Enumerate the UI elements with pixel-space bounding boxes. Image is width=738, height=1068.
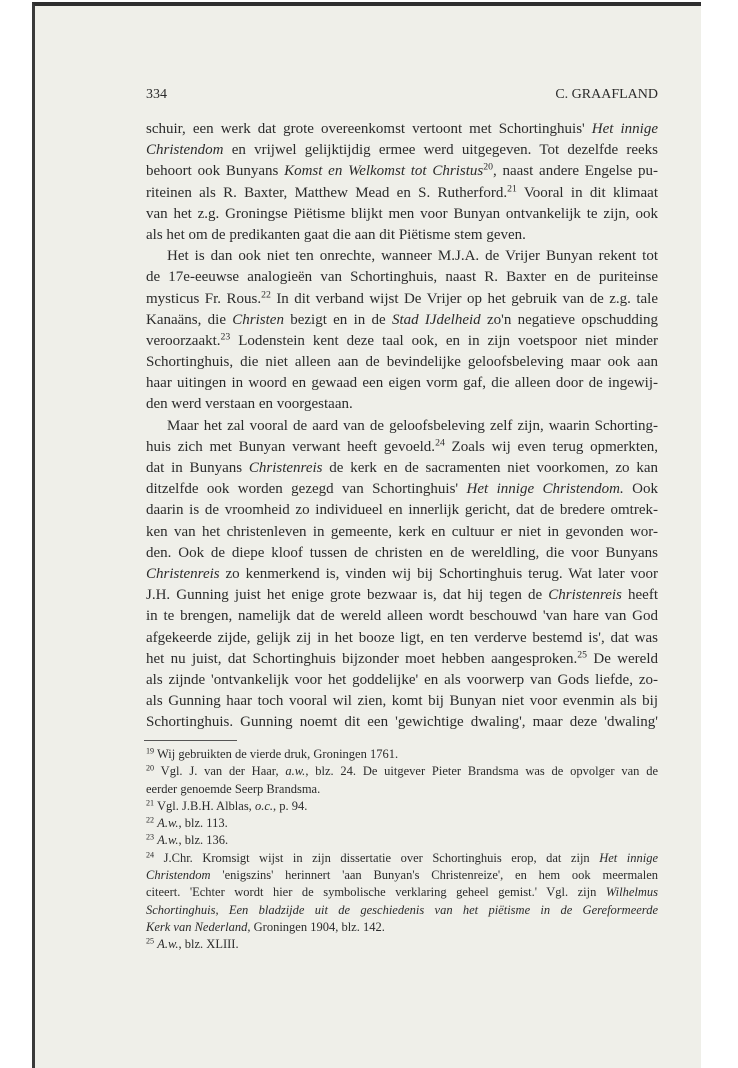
text-run: Vgl. J. van der Haar, (154, 764, 286, 779)
footnote-line (146, 867, 658, 884)
text-run: , blz. 136. (178, 833, 229, 848)
text-run: huis zich met Bunyan verwant heeft gevoeld. (146, 438, 436, 455)
text-run: mysticus Fr. Rous. (146, 290, 262, 307)
text-run: veroorzaakt. (146, 332, 221, 349)
italic-title: A.w. (157, 816, 179, 831)
italic-title: Het innige Christendom. (466, 481, 624, 498)
footnote-reference: 21 (146, 798, 155, 808)
body-line (146, 543, 658, 564)
text-run: In dit verband wijst De Vrijer op het gebruik van de z.g. tale (270, 290, 659, 307)
text-run: , blz. 113. (178, 816, 228, 831)
footnote-line (146, 832, 658, 849)
running-head-author: C. GRAAFLAND (555, 87, 658, 102)
italic-title: Schortinghuis, Een bladzijde uit de geschiedenis van het piëtisme in de Gereformeerde (146, 902, 658, 917)
body-line (146, 416, 658, 437)
body-line (146, 458, 658, 479)
footnote-line (146, 815, 658, 832)
footnote-reference: 22 (146, 815, 155, 825)
text-run: , p. 94. (273, 798, 308, 813)
text-run: riteinen als R. Baxter, Matthew Mead en S. Rutherford. (146, 184, 508, 201)
body-line (146, 479, 658, 500)
footnote-reference: 24 (146, 850, 155, 860)
text-run: en vrijwel gelijktijdig ermee werd uitgegeven. Tot dezelfde reeks (223, 142, 658, 159)
text-run: als Gunning haar toch vooral wil zien, komt bij Bunyan niet voor evenmin als bij (146, 693, 658, 710)
text-run: heeft (621, 587, 659, 604)
text-run: den werd verstaan en voorgestaan. (146, 396, 353, 413)
text-run: Wij gebruikten de vierde druk, Groningen 1761. (154, 747, 399, 761)
text-run: zo'n negatieve opschudding (480, 311, 658, 328)
text-run: het nu juist, dat Schortinghuis bijzonder moet hebben aangesproken. (146, 650, 578, 667)
footnote-separator (144, 740, 237, 741)
italic-title: Het innige (591, 121, 658, 137)
text-run: behoort ook Bunyans (146, 163, 285, 180)
body-text (146, 119, 658, 733)
body-line (146, 204, 658, 225)
body-line (146, 183, 658, 204)
text-run: , naast andere Engelse pu- (492, 163, 658, 180)
body-line (146, 712, 658, 733)
text-run: dat in Bunyans (146, 460, 249, 476)
text-run: Maar het zal vooral de aard van de geloofsbeleving zelf zijn, waarin Schorting- (167, 417, 658, 434)
italic-title: Christendom (146, 142, 224, 159)
footnote-line (146, 781, 658, 798)
text-run: J.Chr. Kromsigt wijst in zijn dissertatie over Schortinghuis erop, dat zijn (154, 850, 600, 865)
text-run: haar uitingen in woord en gewaad een eigen vorm gaf, die alleen door de ingewij- (146, 375, 658, 392)
body-line (146, 585, 658, 606)
footnote-line (146, 919, 658, 936)
italic-title: a.w. (285, 764, 306, 779)
text-run: eerder genoemde Seerp Brandsma. (146, 781, 321, 796)
footnote-line (146, 884, 658, 901)
text-run: Kanaäns, die (146, 311, 233, 328)
text-run: Schortinghuis, die niet alleen aan de bevindelijke geloofsbeleving maar ook aan (146, 354, 658, 371)
page-number: 334 (146, 87, 167, 102)
text-run: daarin is de vroomheid zo individueel en innerlijk gericht, dat de bredere omtrek- (146, 502, 658, 519)
text-run: zo kenmerkend is, vinden wij bij Schortinghuis terug. Wat later voor (219, 565, 658, 582)
body-line (146, 289, 658, 310)
body-line (146, 394, 658, 415)
text-run: de 17e-eeuwse analogieën van Schortinghuis, naast R. Baxter en de puriteinse (146, 269, 658, 286)
body-line (146, 267, 658, 288)
body-line (146, 310, 658, 331)
text-run: J.H. Gunning juist het enige grote bezwaar is, dat hij tegen de (146, 587, 549, 604)
text-run: Het is dan ook niet ten onrechte, wanneer M.J.A. de Vrijer Bunyan rekent tot (167, 248, 658, 265)
text-run: in te brengen, namelijk dat de wereld alleen wordt beschouwd 'van hare van God (146, 608, 658, 625)
body-line (146, 500, 658, 521)
italic-title: Christenreis (548, 587, 622, 604)
italic-title: Kerk van Nederland, (146, 919, 251, 934)
body-line (146, 522, 658, 543)
body-line (146, 331, 658, 352)
italic-title: Stad IJdelheid (391, 311, 481, 328)
italic-title: Christen (232, 311, 284, 328)
italic-title: Christenreis (146, 565, 220, 582)
body-line (146, 564, 658, 585)
footnote-reference: 25 (577, 649, 588, 661)
body-line (146, 140, 658, 161)
text-run: als zijnde 'ontvankelijk voor het goddelijke' en als voorwerp van Gods liefde, zo- (146, 671, 658, 688)
body-line (146, 691, 658, 712)
footnote-reference: 24 (435, 437, 445, 449)
footnote-reference: 20 (146, 763, 155, 773)
footnotes (146, 746, 658, 954)
footnote-line (146, 798, 658, 815)
text-run: ditzelfde ook worden gezegd van Schortinghuis' (146, 481, 467, 498)
text-run: , blz. XLIII. (178, 937, 239, 952)
body-line (146, 373, 658, 394)
text-run: afgekeerde zijde, gelijk zij in het booze ligt, en ten verderve bestemd is', dat was (146, 629, 658, 646)
text-run: bezigt en in de (283, 311, 392, 328)
body-line (146, 119, 658, 140)
footnote-reference: 21 (507, 183, 517, 195)
body-line (146, 352, 658, 373)
body-line (146, 437, 658, 458)
text-run: de kerk en de sacramenten niet voorkomen, zo kan (322, 460, 658, 476)
body-line (146, 628, 658, 649)
text-run: 'enigszins' herinnert 'aan Bunyan's Christenreize', en hem ook meermalen (210, 868, 658, 883)
footnote-reference: 22 (261, 289, 271, 301)
text-run: ken van het christenleven in gemeente, kerk en cultuur er niet in gevonden wor- (146, 523, 658, 540)
italic-title: o.c. (254, 798, 273, 813)
text-run: Zoals wij even terug opmerkten, (444, 438, 658, 455)
body-line (146, 649, 658, 670)
footnote-line (146, 763, 658, 780)
footnote-line (146, 936, 658, 953)
text-run: als het om de predikanten gaat die aan dit Piëtisme stem geven. (146, 226, 526, 243)
italic-title: A.w. (157, 937, 179, 952)
text-run: Ook (623, 481, 659, 498)
text-run: , blz. 24. De uitgever Pieter Brandsma was de opvolger van de (305, 764, 658, 779)
italic-title: Komst en Welkomst tot Christus (284, 163, 484, 180)
text-run: Schortinghuis. Gunning noemt dit een 'gewichtige dwaling', maar deze 'dwaling' (146, 714, 658, 731)
footnote-line (146, 902, 658, 919)
text-run: Lodenstein kent deze taal ook, en in zijn voetspoor niet minder (230, 332, 658, 349)
footnote-line (146, 746, 658, 763)
footnote-reference: 25 (146, 936, 155, 946)
running-header (146, 87, 658, 107)
text-run: Groningen 1904, blz. 142. (250, 919, 385, 934)
text-run: Vgl. J.B.H. Alblas, (154, 798, 255, 813)
text-run: De wereld (587, 650, 658, 667)
footnote-reference: 23 (220, 331, 231, 343)
footnote-reference: 19 (146, 746, 155, 756)
italic-title: Christendom (146, 868, 211, 883)
body-line (146, 161, 658, 182)
body-line (146, 246, 658, 267)
body-line (146, 670, 658, 691)
italic-title: Christenreis (248, 460, 323, 476)
text-run: van het z.g. Groningse Piëtisme blijkt men voor Bunyan ontvankelijk te zijn, ook (146, 205, 658, 222)
footnote-line (146, 850, 658, 867)
italic-title: Wilhelmus (605, 885, 658, 900)
footnote-reference: 23 (146, 833, 155, 843)
italic-title: A.w. (157, 833, 179, 848)
text-run: den. Ook de diepe kloof tussen de christen en de wereldling, die voor Bunyans (146, 544, 658, 561)
text-run: Vooral in dit klimaat (516, 184, 658, 201)
text-run: citeert. 'Echter wordt hier de symbolische verklaring geheel gemist.' Vgl. zijn (146, 885, 606, 900)
footnote-reference: 20 (483, 162, 493, 174)
italic-title: Het innige (599, 850, 658, 865)
text-run: schuir, een werk dat grote overeenkomst vertoont met Schortinghuis' (146, 121, 592, 137)
body-line (146, 225, 658, 246)
body-line (146, 606, 658, 627)
